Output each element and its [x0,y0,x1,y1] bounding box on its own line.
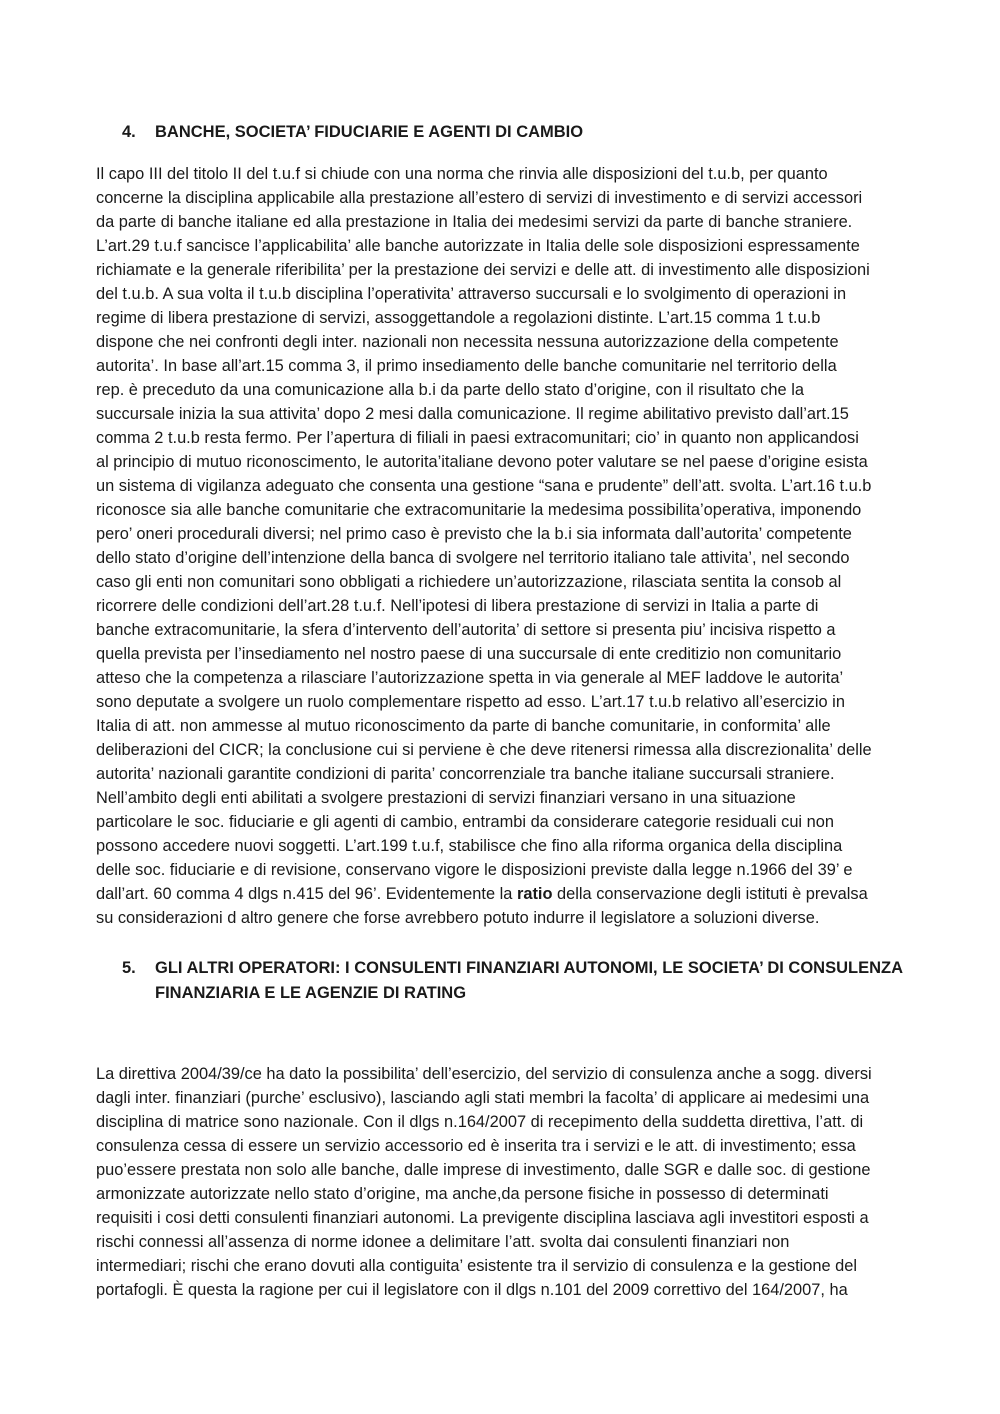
section-4-heading [122,120,922,145]
body-line: La direttiva 2004/39/ce ha dato la possibilita’ dell’esercizio, del servizio di consulenza anche a sogg. diversi [96,1065,872,1083]
section-4-title: BANCHE, SOCIETA’ FIDUCIARIE E AGENTI DI CAMBIO [155,123,584,141]
body-line: banche extracomunitarie, la sfera d’intervento dell’autorita’ di settore si presenta piu’ incisiva rispetto a [96,621,836,639]
body-line: Nell’ambito degli enti abilitati a svolgere prestazioni di servizi finanziari versano in una situazione [96,789,796,807]
body-line-start: dall’art. 60 comma 4 dlgs n.415 del 96’. Evidentemente la [96,885,517,903]
body-line: requisiti i cosi detti consulenti finanziari autonomi. La previgente disciplina lasciava agli investitori esposti a [96,1209,869,1227]
body-line: possono accedere nuovi soggetti. L’art.199 t.u.f, stabilisce che fino alla riforma organica della disciplina [96,837,843,855]
section-5-body [96,1062,916,1302]
body-line: autorita’ nazionali garantite condizioni di parita’ concorrenziale tra banche italiane succursali straniere. [96,765,835,783]
body-line: puo’essere prestata non solo alle banche, dalle imprese di investimento, dalle SGR e dalle soc. di gestione [96,1161,871,1179]
section-4-body [96,162,916,930]
body-line: L’art.29 t.u.f sancisce l’applicabilita’ alle banche autorizzate in Italia delle sole disposizioni espressamente [96,237,860,255]
body-line: quella prevista per l’insediamento nel nostro paese di una succursale di ente creditizio non comunitario [96,645,842,663]
body-line: Il capo III del titolo II del t.u.f si chiude con una norma che rinvia alle disposizioni del t.u.b, per quanto [96,165,828,183]
body-line: Italia di att. non ammesse al mutuo riconoscimento da parte di banche comunitarie, in conformita’ alle [96,717,831,735]
section-4-number: 4. [122,123,136,141]
bold-term-ratio: ratio [516,885,553,903]
body-line: consulenza cessa di essere un servizio accessorio ed è inserita tra i servizi e le att. di investimento; essa [96,1137,856,1155]
body-line: delle soc. fiduciarie e di revisione, conservano vigore le disposizioni previste dalla legge n.1966 del 39’ e [96,861,853,879]
body-line: intermediari; rischi che erano dovuti alla contiguita’ esistente tra il servizio di consulenza e la gestione del [96,1257,858,1275]
body-line: ricorrere delle condizioni dell’art.28 t.u.f. Nell’ipotesi di libera prestazione di servizi in Italia a parte di [96,597,819,615]
body-line: su considerazioni d altro genere che forse avrebbero potuto indurre il legislatore a soluzioni diverse. [96,909,820,927]
body-line: pero’ oneri procedurali diversi; nel primo caso è previsto che la b.i sia informata dall’autorita’ competente [96,525,852,543]
body-line: del t.u.b. A sua volta il t.u.b disciplina l’operativita’ attraverso succursali e lo svolgimento di operazioni in [96,285,847,303]
section-5-number: 5. [122,959,136,977]
body-line: deliberazioni del CICR; la conclusione cui si perviene è che deve ritenersi rimessa alla discrezionalita’ delle [96,741,872,759]
body-line: dispone che nei confronti degli inter. nazionali non necessita nessuna autorizzazione della competente [96,333,839,351]
body-line: particolare le soc. fiduciarie e gli agenti di cambio, entrambi da considerare categorie residuali cui non [96,813,834,831]
body-line: caso gli enti non comunitari sono obbligati a richiedere un’autorizzazione, rilasciata sentita la consob al [96,573,842,591]
body-line: sono deputate a svolgere un ruolo complementare rispetto ad esso. L’art.17 t.u.b relativo all’esercizio in [96,693,845,711]
body-line-end: della conservazione degli istituti è prevalsa [552,885,868,903]
body-line: succursale inizia la sua attivita’ dopo 2 mesi dalla comunicazione. Il regime abilitativo previsto dall’art.15 [96,405,849,423]
body-line: disciplina di matrice sono nazionale. Con il dlgs n.164/2007 di recepimento della suddetta direttiva, l’att. di [96,1113,864,1131]
body-line: comma 2 t.u.b resta fermo. Per l’apertura di filiali in paesi extracomunitari; cio’ in quanto non applicandosi [96,429,859,447]
body-line: richiamate e la generale riferibilita’ per la prestazione dei servizi e delle att. di investimento alle disposizioni [96,261,870,279]
body-line: al principio di mutuo riconoscimento, le autorita’italiane devono poter valutare se nel paese d’origine esista [96,453,868,471]
body-line: rischi connessi all’assenza di norme idonee a delimitare l’att. svolta dai consulenti finanziari non [96,1233,790,1251]
body-line: rep. è preceduto da una comunicazione alla b.i da parte dello stato d’origine, con il risultato che la [96,381,804,399]
body-line: dagli inter. finanziari (purche’ esclusivo), lasciando agli stati membri la facolta’ di applicare ai medesimi una [96,1089,870,1107]
body-line: concerne la disciplina applicabile alla prestazione all’estero di servizi di investimento e di servizi accessori [96,189,863,207]
body-line: atteso che la competenza a rilasciare l’autorizzazione spetta in via generale al MEF laddove le autorita’ [96,669,844,687]
body-line: dello stato d’origine dell’intenzione della banca di svolgere nel territorio italiano tale attivita’, nel secondo [96,549,850,567]
section-5-heading [122,956,922,1006]
body-line: portafogli. È questa la ragione per cui il legislatore con il dlgs n.101 del 2009 correttivo del 164/2007, ha [96,1281,848,1299]
body-line: da parte di banche italiane ed alla prestazione in Italia dei medesimi servizi da parte di banche straniere. [96,213,853,231]
body-line: armonizzate autorizzate nello stato d’origine, ma anche,da persone fisiche in possesso di determinati [96,1185,829,1203]
body-line-with-bold [96,882,916,906]
body-line: riconosce sia alle banche comunitarie che extracomunitarie la medesima possibilita’operativa, imponendo [96,501,862,519]
body-line: autorita’. In base all’art.15 comma 3, il primo insediamento delle banche comunitarie nel territorio della [96,357,837,375]
body-line: un sistema di vigilanza adeguato che consenta una gestione “sana e prudente” dell’att. svolta. L’art.16 t.u.b [96,477,872,495]
section-5-title: GLI ALTRI OPERATORI: I CONSULENTI FINANZIARI AUTONOMI, LE SOCIETA’ DI CONSULENZA FINANZIARIA E LE AGENZIE DI RATING [155,959,903,1002]
body-line: regime di libera prestazione di servizi, assoggettandole a regolazioni distinte. L’art.15 comma 1 t.u.b [96,309,821,327]
